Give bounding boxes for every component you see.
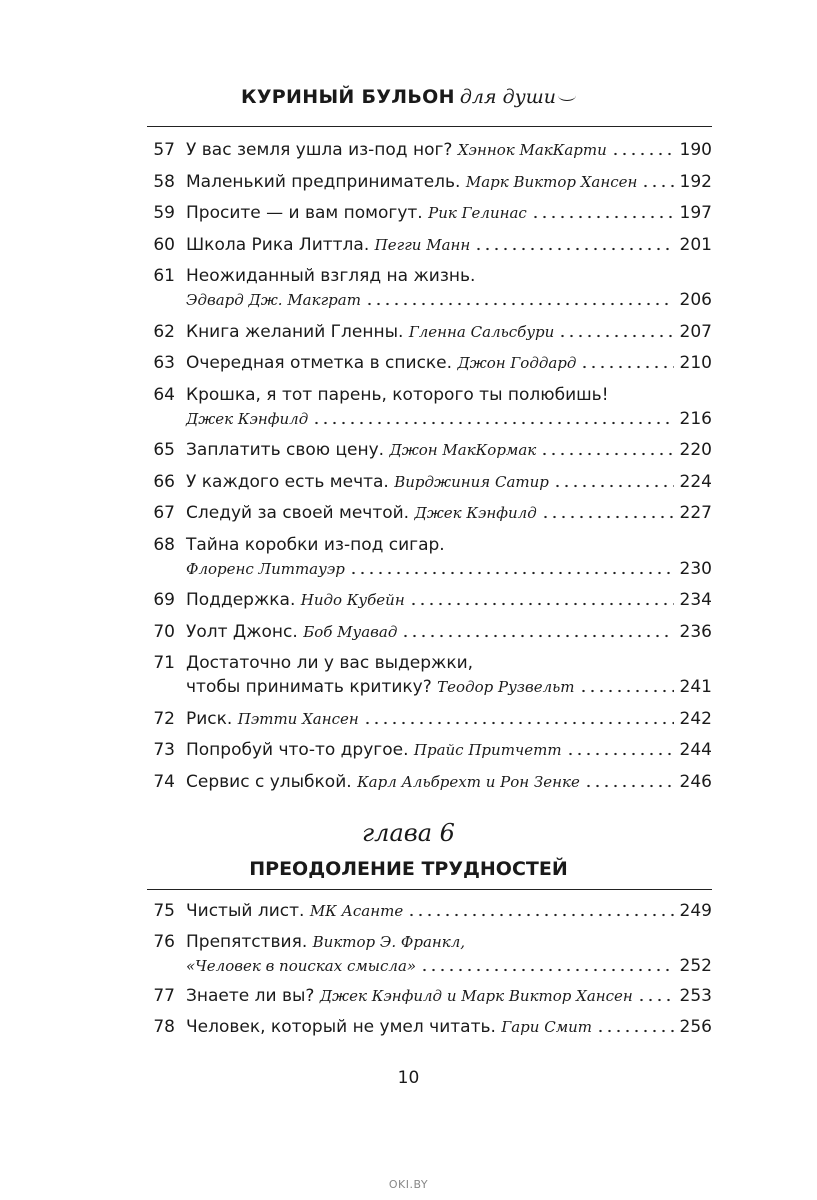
entry-author: Гленна Сальсбури <box>408 322 555 341</box>
entry-line <box>186 438 712 462</box>
toc-entry <box>147 501 712 525</box>
toc-entry <box>147 533 712 581</box>
dot-leader <box>349 565 674 575</box>
toc-entry <box>147 320 712 344</box>
dot-leader <box>363 715 674 725</box>
entry-author: Флоренс Литтауэр <box>186 559 345 578</box>
running-header-script: для души <box>459 86 556 108</box>
entry-title: Знаете ли вы? <box>186 986 315 1006</box>
toc-list-part2 <box>147 899 712 1045</box>
entry-page: 241 <box>679 677 712 697</box>
entry-line <box>186 201 712 225</box>
entry-author: «Человек в поисках смысла» <box>186 956 417 975</box>
dot-leader <box>531 209 674 219</box>
toc-entry <box>147 651 712 699</box>
dot-leader <box>365 296 674 306</box>
entry-line <box>186 899 712 923</box>
entry-line <box>186 288 712 312</box>
entry-number: 77 <box>153 986 175 1006</box>
entry-title: У вас земля ушла из-под ног? <box>186 140 453 160</box>
dot-leader <box>637 992 674 1002</box>
entry-author: Виктор Э. Франкл, <box>312 932 466 951</box>
entry-page: 201 <box>679 234 712 255</box>
top-rule <box>147 126 712 127</box>
entry-line <box>186 501 712 525</box>
entry-page: 197 <box>679 203 712 223</box>
entry-line <box>186 407 712 431</box>
dot-leader <box>540 446 673 456</box>
entry-number: 65 <box>153 440 175 460</box>
entry-title: Риск. <box>186 708 233 729</box>
entry-number: 61 <box>153 266 175 286</box>
entry-author: Пегги Манн <box>374 235 471 254</box>
toc-entry <box>147 470 712 494</box>
entry-title: Человек, который не умел читать. <box>186 1016 496 1037</box>
entry-author: Карл Альбрехт и Рон Зенке <box>357 772 580 791</box>
entry-title: Заплатить свою цену. <box>186 440 385 460</box>
entry-number: 62 <box>153 321 175 342</box>
entry-line <box>186 233 712 257</box>
dot-leader <box>541 509 674 519</box>
entry-number: 74 <box>153 771 175 792</box>
entry-line <box>186 770 712 794</box>
running-header-title: КУРИНЫЙ БУЛЬОН <box>241 86 455 108</box>
entry-line <box>186 588 712 612</box>
entry-page: 236 <box>679 621 712 642</box>
entry-page: 242 <box>679 708 712 729</box>
toc-entry <box>147 738 712 762</box>
entry-line <box>186 383 712 407</box>
page-number: 10 <box>397 1068 420 1088</box>
entry-page: 249 <box>679 901 712 921</box>
entry-author: Пэтти Хансен <box>237 709 359 728</box>
toc-entry <box>147 588 712 612</box>
entry-title: Поддержка. <box>186 590 296 610</box>
entry-line <box>186 138 712 162</box>
dot-leader <box>596 1023 674 1033</box>
chapter-label: глава 6 <box>362 819 455 847</box>
entry-page: 244 <box>679 740 712 760</box>
entry-line <box>186 533 712 557</box>
entry-line <box>186 651 712 675</box>
entry-author: Вирджиния Сатир <box>394 472 549 491</box>
entry-page: 230 <box>679 558 712 579</box>
entry-title: Маленький предприниматель. <box>186 171 461 192</box>
entry-number: 73 <box>153 740 175 760</box>
dot-leader <box>420 962 673 972</box>
entry-author: Теодор Рузвельт <box>437 678 575 696</box>
entry-title: чтобы принимать критику? <box>186 677 432 697</box>
entry-author: Джек Кэнфилд <box>186 409 309 428</box>
entry-number: 72 <box>153 708 175 729</box>
entry-page: 256 <box>679 1016 712 1037</box>
dot-leader <box>580 359 673 369</box>
entry-title: Книга желаний Гленны. <box>186 321 404 342</box>
toc-entry <box>147 984 712 1008</box>
dot-leader <box>584 778 674 788</box>
entry-line <box>186 351 712 375</box>
entry-title: Неожиданный взгляд на жизнь. <box>186 266 476 286</box>
running-header <box>0 86 817 108</box>
entry-page: 210 <box>679 353 712 373</box>
entry-author: Марк Виктор Хансен <box>465 172 638 191</box>
entry-line <box>186 320 712 344</box>
toc-entry <box>147 707 712 731</box>
entry-author: Джек Кэнфилд и Марк Виктор Хансен <box>319 987 633 1005</box>
dot-leader <box>401 628 673 638</box>
entry-page: 207 <box>679 321 712 342</box>
dot-leader <box>312 415 673 425</box>
dot-leader <box>566 746 674 756</box>
toc-entry <box>147 899 712 923</box>
entry-page: 253 <box>679 986 712 1006</box>
entry-page: 246 <box>679 771 712 792</box>
toc-entry <box>147 620 712 644</box>
entry-title: Достаточно ли у вас выдержки, <box>186 653 474 673</box>
entry-number: 60 <box>153 234 175 255</box>
entry-number: 78 <box>153 1016 175 1037</box>
entry-page: 206 <box>679 290 712 310</box>
dot-leader <box>407 907 673 917</box>
watermark: OKI.BY <box>388 1178 429 1191</box>
entry-line <box>186 707 712 731</box>
entry-page: 227 <box>679 503 712 523</box>
entry-title: Просите — и вам помогут. <box>186 203 423 223</box>
dot-leader <box>553 478 674 488</box>
entry-author: Прайс Притчетт <box>413 741 562 759</box>
entry-author: Джон Годдард <box>457 354 577 372</box>
dot-leader <box>641 178 673 188</box>
chapter-rule <box>147 889 712 890</box>
entry-title: Препятствия. <box>186 931 308 952</box>
entry-line <box>186 557 712 581</box>
entry-number: 71 <box>153 653 175 673</box>
entry-title: У каждого есть мечта. <box>186 471 389 492</box>
entry-author: Джон МакКормак <box>389 441 537 459</box>
entry-page: 234 <box>679 590 712 610</box>
entry-line <box>186 264 712 288</box>
entry-title: Сервис с улыбкой. <box>186 771 352 792</box>
dot-leader <box>611 146 674 156</box>
entry-line <box>186 738 712 762</box>
entry-line <box>186 984 712 1008</box>
toc-entry <box>147 383 712 431</box>
dot-leader <box>579 683 674 693</box>
entry-author: МК Асанте <box>309 902 404 920</box>
entry-page: 220 <box>679 440 712 460</box>
entry-line <box>186 1015 712 1039</box>
entry-number: 76 <box>153 931 175 952</box>
toc-entry <box>147 438 712 462</box>
entry-line <box>186 470 712 494</box>
entry-line <box>186 170 712 194</box>
entry-number: 67 <box>153 503 175 523</box>
entry-number: 64 <box>153 384 175 405</box>
toc-entry <box>147 930 712 978</box>
entry-title: Тайна коробки из-под сигар. <box>186 534 445 555</box>
toc-entry <box>147 201 712 225</box>
swash-ornament <box>558 90 576 101</box>
entry-title: Школа Рика Литтла. <box>186 234 370 255</box>
entry-author: Боб Муавад <box>303 622 398 641</box>
chapter-title: ПРЕОДОЛЕНИЕ ТРУДНОСТЕЙ <box>249 858 568 880</box>
entry-title: Уолт Джонс. <box>186 621 298 642</box>
entry-number: 68 <box>153 534 175 555</box>
entry-number: 75 <box>153 901 175 921</box>
toc-entry <box>147 770 712 794</box>
entry-author: Нидо Кубейн <box>300 591 405 609</box>
entry-number: 63 <box>153 353 175 373</box>
entry-title: Попробуй что-то другое. <box>186 740 409 760</box>
entry-author: Рик Гелинас <box>428 204 527 222</box>
entry-title: Следуй за своей мечтой. <box>186 503 410 523</box>
entry-line <box>186 930 712 954</box>
entry-author: Эдвард Дж. Макграт <box>186 291 361 309</box>
entry-page: 190 <box>679 140 712 160</box>
entry-author: Джек Кэнфилд <box>414 504 537 522</box>
entry-line <box>186 675 712 699</box>
entry-number: 66 <box>153 471 175 492</box>
entry-number: 69 <box>153 590 175 610</box>
entry-page: 216 <box>679 408 712 429</box>
entry-page: 192 <box>679 171 712 192</box>
entry-page: 252 <box>679 955 712 976</box>
entry-number: 59 <box>153 203 175 223</box>
entry-page: 224 <box>679 471 712 492</box>
entry-title: Очередная отметка в списке. <box>186 353 453 373</box>
entry-number: 58 <box>153 171 175 192</box>
entry-author: Хэннок МакКарти <box>457 141 607 159</box>
dot-leader <box>558 328 673 338</box>
toc-entry <box>147 351 712 375</box>
toc-entry <box>147 138 712 162</box>
toc-entry <box>147 264 712 312</box>
toc-list-part1 <box>147 138 712 801</box>
entry-author: Гари Смит <box>501 1017 593 1036</box>
entry-line <box>186 620 712 644</box>
toc-entry <box>147 170 712 194</box>
toc-entry <box>147 1015 712 1039</box>
entry-title: Чистый лист. <box>186 901 305 921</box>
dot-leader <box>409 596 674 606</box>
toc-entry <box>147 233 712 257</box>
entry-number: 70 <box>153 621 175 642</box>
entry-line <box>186 954 712 978</box>
entry-number: 57 <box>153 140 175 160</box>
entry-title: Крошка, я тот парень, которого ты полюбишь! <box>186 384 609 405</box>
dot-leader <box>474 241 673 251</box>
